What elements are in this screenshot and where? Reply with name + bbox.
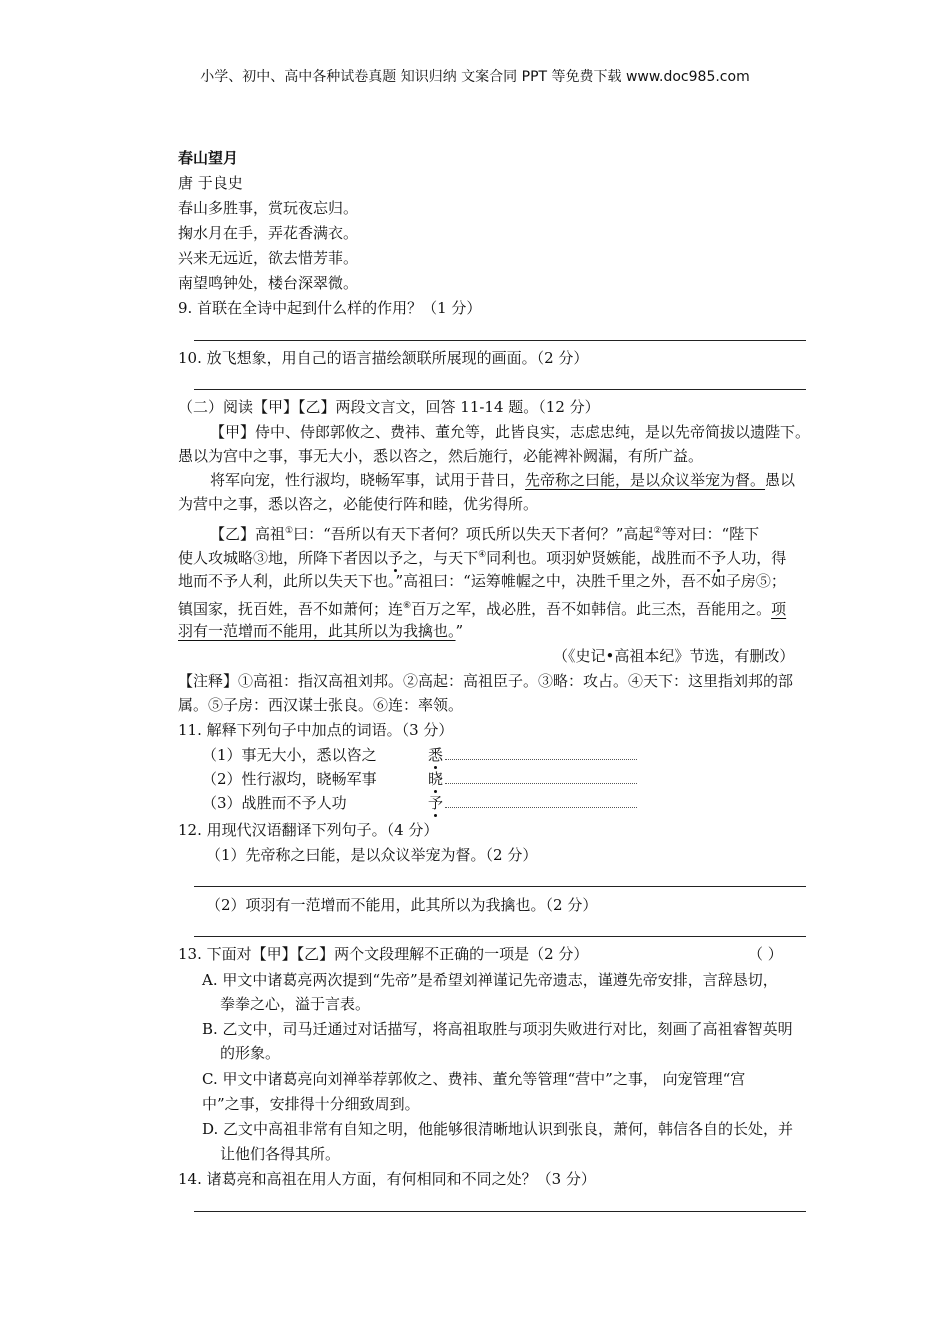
text-segment: 人功，得	[726, 549, 787, 567]
jia-para1-line1: 【甲】侍中、侍郎郭攸之、费祎、董允等，此皆良实，志虑忠纯，是以先帝简拔以遗陛下。	[210, 423, 811, 441]
yi-line5	[178, 621, 463, 641]
q11-answer-2[interactable]	[428, 769, 637, 789]
question-13: 13. 下面对【甲】【乙】两个文段理解不正确的一项是（2 分）	[178, 945, 589, 963]
question-14: 14. 诸葛亮和高祖在用人方面，有何相同和不同之处？（3 分）	[178, 1170, 596, 1188]
text-segment: 百万之军，战必胜，吾不如韩信。此三杰，吾能用之。	[411, 600, 772, 618]
q13-option-a-line2: 拳拳之心，溢于言表。	[220, 995, 371, 1013]
text-segment: 地，所降下者因以	[268, 549, 389, 567]
q13-answer-paren[interactable]: （ ）	[748, 945, 783, 963]
q13-option-b-line1: B. 乙文中，司马迁通过对话描写，将高祖取胜与项羽失败进行对比，刻画了高祖睿智英明	[202, 1020, 793, 1038]
text-segment: 之，与天下	[403, 549, 479, 567]
q13-option-d-line2: 让他们各得其所。	[220, 1145, 341, 1163]
footnote-mark: ②	[653, 526, 662, 536]
text-segment: 以咨之	[331, 746, 377, 764]
footnote-mark: ①	[285, 526, 294, 536]
poem-author: 唐 于良史	[178, 174, 243, 192]
question-12: 12. 用现代汉语翻译下列句子。（4 分）	[178, 821, 439, 839]
q12-sentence-2: （2）项羽有一范增而不能用，此其所以为我擒也。（2 分）	[206, 896, 598, 914]
text-segment: 予	[301, 794, 317, 812]
q12-sentence-1: （1）先帝称之曰能，是以众议举宠为督。（2 分）	[206, 846, 538, 864]
text-segment: （3）战胜而不	[202, 794, 302, 812]
footnote-mark: ③	[253, 549, 269, 567]
text-segment: 使人攻城略	[178, 549, 254, 567]
poem-line-3: 兴来无远近，欲去惜芳菲。	[178, 249, 359, 267]
jia-para2-line1	[210, 470, 795, 490]
q11-item-3	[202, 793, 347, 813]
question-11: 11. 解释下列句子中加点的词语。（3 分）	[178, 721, 454, 739]
answer-line-12-1[interactable]	[194, 886, 806, 887]
page-header: 小学、初中、高中各种试卷真题 知识归纳 文案合同 PPT 等免费下载 www.doc985.com	[200, 69, 750, 85]
answer-blank[interactable]	[445, 745, 637, 760]
underlined-sentence-2-start: 项	[771, 600, 787, 618]
jia-para2-line2: 为营中之事，悉以咨之，必能使行阵和睦，优劣得所。	[178, 495, 539, 513]
question-9: 9. 首联在全诗中起到什么样的作用？（1 分）	[178, 299, 482, 317]
text-segment: 将军向宠，性行淑均，晓畅军事，试用于昔日，	[210, 471, 526, 489]
q11-item-2	[202, 769, 377, 789]
dotted-word: 予	[428, 794, 444, 812]
text-segment: 【乙】高祖	[210, 525, 286, 543]
notes-line2: 属。⑤子房：西汉谋士张良。⑥连：率领。	[178, 696, 464, 714]
section-2-heading: （二）阅读【甲】【乙】两段文言文，回答 11-14 题。（12 分）	[178, 398, 600, 416]
yi-line2	[178, 545, 786, 568]
text-segment: 畅军事	[331, 770, 377, 788]
dotted-word: 予	[711, 549, 727, 567]
text-segment: ；	[770, 572, 786, 590]
notes-line1: 【注释】①高祖：指汉高祖刘邦。②高起：高祖臣子。③略：攻占。④天下：这里指刘邦的部	[178, 672, 794, 690]
text-segment: 镇国家，抚百姓，吾不如萧何；连	[178, 600, 404, 618]
dotted-word: 晓	[428, 770, 444, 788]
text-segment: 晓	[316, 770, 332, 788]
q11-answer-3[interactable]	[428, 793, 637, 813]
dotted-word: 悉	[428, 746, 444, 764]
text-segment: 同利也。项羽妒贤嫉能，战胜而不	[486, 549, 712, 567]
q13-option-d-line1: D. 乙文中高祖非常有自知之明，他能够很清晰地认识到张良，萧何，韩信各自的长处，并	[202, 1120, 794, 1138]
answer-line-10[interactable]	[194, 389, 806, 390]
dotted-word: 予	[388, 549, 404, 567]
poem-line-1: 春山多胜事，赏玩夜忘归。	[178, 199, 359, 217]
question-10: 10. 放飞想象，用自己的语言描绘颔联所展现的画面。（2 分）	[178, 349, 589, 367]
q13-option-b-line2: 的形象。	[220, 1044, 281, 1062]
yi-line1	[210, 521, 759, 544]
text-segment: （2）性行淑均，	[202, 770, 317, 788]
jia-para1-line2: 愚以为宫中之事，事无大小，悉以咨之，然后施行，必能裨补阙漏，有所广益。	[178, 447, 704, 465]
underlined-sentence-2: 羽有一范增而不能用，此其所以为我擒也。	[178, 622, 456, 640]
q11-answer-1[interactable]	[428, 745, 637, 765]
poem-title: 春山望月	[178, 149, 239, 167]
q13-option-a-line1: A. 甲文中诸葛亮两次提到“先帝”是希望刘禅谨记先帝遗志，谨遵先帝安排，言辞恳切，	[202, 971, 778, 989]
footnote-mark: ⑤	[755, 572, 771, 590]
answer-blank[interactable]	[445, 793, 637, 808]
text-segment: 等对曰：“陛下	[661, 525, 760, 543]
text-segment: 人功	[316, 794, 347, 812]
text-segment: （1）事无大小，	[202, 746, 317, 764]
text-segment: 曰：“吾所以有天下者何？项氏所以失天下者何？”高起	[293, 525, 654, 543]
source-citation: （《史记•高祖本纪》节选，有删改）	[553, 647, 795, 665]
q13-option-c-line2: 中”之事，安排得十分细致周到。	[202, 1095, 420, 1113]
footnote-mark: ④	[478, 550, 487, 560]
text-segment: ”	[455, 622, 464, 640]
yi-line3	[178, 571, 786, 591]
underlined-sentence-1: 先帝称之曰能，是以众议举宠为督。	[525, 471, 766, 489]
yi-line4	[178, 596, 786, 619]
answer-line-12-2[interactable]	[194, 936, 806, 937]
q13-option-c-line1: C. 甲文中诸葛亮向刘禅举荐郭攸之、费祎、董允等管理“营中”之事， 向宠管理“宫	[202, 1070, 746, 1088]
q11-item-1	[202, 745, 377, 765]
text-segment: 愚以	[765, 471, 796, 489]
answer-line-9[interactable]	[194, 340, 806, 341]
answer-line-14[interactable]	[194, 1211, 806, 1212]
text-segment: 地而不予人利，此所以失天下也。”高祖曰：“运筹帷幄之中，决胜千里之外，吾不如子房	[178, 572, 756, 590]
footnote-mark: ⑥	[403, 601, 412, 611]
poem-line-2: 掬水月在手，弄花香满衣。	[178, 224, 359, 242]
answer-blank[interactable]	[445, 769, 637, 784]
text-segment: 悉	[316, 746, 332, 764]
poem-line-4: 南望鸣钟处，楼台深翠微。	[178, 274, 359, 292]
